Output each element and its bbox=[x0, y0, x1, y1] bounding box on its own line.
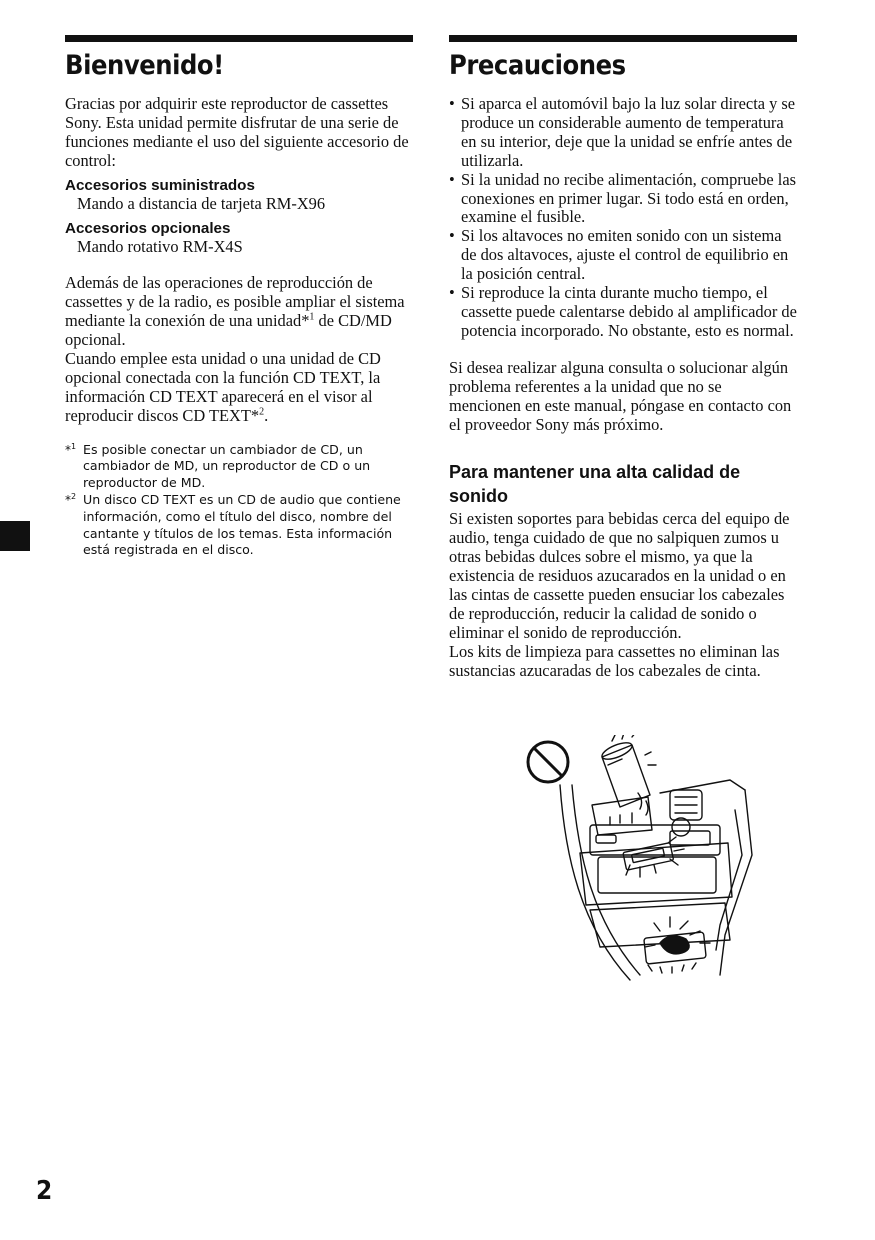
list-item: • Si los altavoces no emiten sonido con un sistema de dos altavoces, ajuste el control de equilibrio en la posición central. bbox=[449, 227, 797, 284]
precautions-title: Precauciones bbox=[449, 50, 626, 81]
section-rule bbox=[65, 35, 413, 42]
section-tab-marker bbox=[0, 521, 30, 551]
supplied-accessories-heading: Accesorios suministrados bbox=[65, 176, 255, 194]
optional-accessories-heading: Accesorios opcionales bbox=[65, 219, 231, 237]
expansion-paragraph: Además de las operaciones de reproducción de cassettes y de la radio, es posible ampliar el sistema mediante la conexión de una unidad*$^1$ de CD/MD opcional. bbox=[65, 273, 405, 350]
section-rule bbox=[449, 35, 797, 42]
sound-quality-subtitle: Para mantener una alta calidad de sonido bbox=[449, 462, 741, 507]
intro-paragraph: Gracias por adquirir este reproductor de cassettes Sony. Esta unidad permite disfrutar de una serie de funciones mediante el uso del siguiente accesorio de control: bbox=[65, 94, 409, 170]
list-item: • Si la unidad no recibe alimentación, compruebe las conexiones en primer lugar. Si todo está en orden, examine el fusible. bbox=[449, 171, 797, 228]
precautions-list bbox=[449, 95, 797, 341]
cd-text-paragraph: Cuando emplee esta unidad o una unidad de CD opcional conectada con la función CD TEXT, la información CD TEXT aparecerá en el visor al reproducir discos CD TEXT*$^2$. bbox=[65, 349, 381, 425]
footnotes bbox=[65, 442, 413, 560]
welcome-title: Bienvenido! bbox=[65, 50, 224, 81]
footnote: *$^1$ Es posible conectar un cambiador de CD, un cambiador de MD, un reproductor de CD o un reproductor de MD. bbox=[65, 441, 371, 491]
prohibited-icon bbox=[528, 742, 568, 782]
list-item: • Si reproduce la cinta durante mucho tiempo, el cassette puede calentarse debido al amplificador de potencia incorporado. No obstante, esto es normal. bbox=[449, 284, 797, 341]
optional-accessory-item: Mando rotativo RM-X4S bbox=[77, 236, 243, 256]
footnote: *$^2$ Un disco CD TEXT es un CD de audio que contiene información, como el título del disco, nombre del cantante y títulos de los temas. Esta información está registrada en el disco. bbox=[65, 492, 401, 558]
sound-quality-paragraph: Si existen soportes para bebidas cerca del equipo de audio, tenga cuidado de que no salpiquen zumos u otras bebidas dulces sobre el mismo, ya que la existencia de residuos azucarados en la unidad o en las cintas de cassette pueden ensuciar los cabezales de reproducción, reducir la calidad de sonido o eliminar el sonido de reproducción. bbox=[449, 509, 790, 642]
list-item: • Si aparca el automóvil bajo la luz solar directa y se produce un considerable aumento de temperatura en su interior, deje que la unidad se enfríe antes de utilizarla. bbox=[449, 95, 797, 171]
page-number: 2 bbox=[36, 1176, 53, 1206]
cleaning-kit-paragraph: Los kits de limpieza para cassettes no eliminan las sustancias azucaradas de los cabezales de cinta. bbox=[449, 641, 780, 680]
spill-warning-illustration bbox=[520, 735, 780, 985]
supplied-accessory-item: Mando a distancia de tarjeta RM-X96 bbox=[77, 193, 326, 213]
left-column bbox=[65, 35, 413, 559]
consult-paragraph: Si desea realizar alguna consulta o solucionar algún problema referentes a la unidad que no se mencionen en este manual, póngase en contacto con el proveedor Sony más próximo. bbox=[449, 357, 792, 434]
right-column bbox=[449, 35, 797, 681]
